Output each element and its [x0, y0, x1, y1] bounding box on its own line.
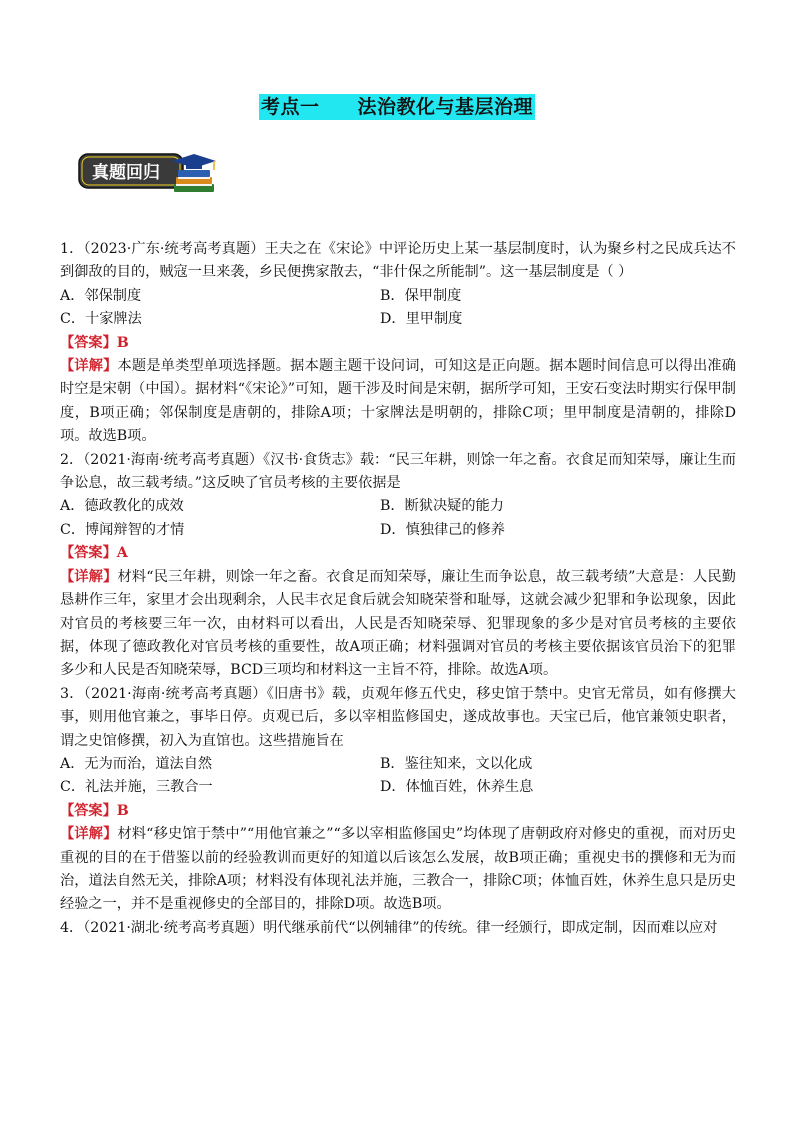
answer-value: A	[116, 545, 128, 562]
answer-line	[60, 542, 736, 565]
option-a: A．德政教化的成效	[60, 498, 184, 515]
option-b: B．断狱决疑的能力	[380, 498, 504, 515]
section-title-number: 考点一	[260, 96, 320, 118]
section-title-text: 法治教化与基层治理	[357, 96, 534, 118]
detail-label: 【详解】	[60, 568, 118, 585]
detail-label: 【详解】	[60, 358, 118, 375]
detail-paragraph	[60, 566, 736, 683]
question-stem: 4．（2021·湖北·统考高考真题）明代继承前代“以例辅律”的传统。律一经颁行，即成定制，因而难以应对	[60, 919, 718, 936]
answer-line	[60, 800, 736, 823]
options-grid	[60, 753, 736, 800]
question-stem: 3．（2021·海南·统考高考真题）《旧唐书》载，贞观年修五代史，移史馆于禁中。史官无常员，如有修撰大事，则用他官兼之，事毕日停。贞观已后，多以宰相监修国史，遂成故事也。天宝已后，他官兼领史职者，谓之史馆修撰，初入为直馆也。这些措施旨在	[60, 685, 736, 749]
question-list	[60, 238, 736, 940]
badge-label: 真题回归	[92, 163, 160, 183]
option-c: C．博闻辩智的才情	[60, 521, 185, 538]
question-stem: 2．（2021·海南·统考高考真题）《汉书·食货志》载：“民三年耕，则馀一年之畜。衣食足而知荣辱，廉让生而争讼息，故三载考绩。”这反映了官员考核的主要依据是	[60, 451, 736, 492]
question-1	[60, 238, 736, 449]
option-b: B．保甲制度	[380, 287, 462, 304]
detail-paragraph	[60, 355, 736, 449]
section-title	[259, 94, 535, 120]
option-d: D．体恤百姓，休养生息	[380, 779, 534, 796]
option-d: D．里甲制度	[380, 311, 463, 328]
option-a: A．邻保制度	[60, 287, 142, 304]
options-grid	[60, 495, 736, 542]
question-2	[60, 449, 736, 683]
question-3	[60, 683, 736, 917]
option-c: C．十家牌法	[60, 311, 142, 328]
option-c: C．礼法并施，三教合一	[60, 779, 213, 796]
answer-label: 【答案】	[60, 802, 117, 819]
detail-text: 材料“移史馆于禁中”“用他官兼之”“多以宰相监修国史”均体现了唐朝政府对修史的重视，而对历史重视的目的在于借鉴以前的经验教训而更好的知道以后该怎么发展，故B项正确；重视史书的撰修和无为而治，道法自然无关，排除A项；材料没有体现礼法并施，三教合一，排除C项；体恤百姓，休养生息只是历史经验之一，并不是重视修史的全部目的，排除D项。故选B项。	[60, 826, 736, 913]
answer-value: B	[116, 334, 129, 351]
question-4	[60, 917, 736, 940]
answer-line	[60, 332, 736, 355]
answer-label: 【答案】	[60, 334, 117, 351]
option-d: D．慎独律己的修养	[380, 521, 505, 538]
title-row	[0, 94, 794, 120]
detail-text: 材料“民三年耕，则馀一年之畜。衣食足而知荣辱，廉让生而争讼息，故三载考绩”大意是：人民勤恳耕作三年，家里才会出现剩余，人民丰衣足食后就会知晓荣誉和耻辱，这就会减少犯罪和争讼现象，因此对官员的考核要三年一次，由材料可以看出，人民是否知晓荣辱、犯罪现象的多少是对官员考核的主要依据，体现了德政教化对官员考核的重要性，故A项正确；材料强调对官员的考核主要依据该官员治下的犯罪多少和人民是否知晓荣辱，BCD三项均和材料这一主旨不符，排除。故选A项。	[60, 568, 736, 679]
answer-label: 【答案】	[60, 545, 117, 562]
detail-label: 【详解】	[60, 826, 118, 843]
book-stack-icon	[174, 170, 214, 192]
detail-paragraph	[60, 823, 736, 917]
options-grid	[60, 285, 736, 332]
question-stem: 1．（2023·广东·统考高考真题）王夫之在《宋论》中评论历史上某一基层制度时，认为聚乡村之民成兵达不到御敌的目的，贼寇一旦来袭，乡民便携家散去，“非什保之所能制”。这一基层制度是（ ）	[60, 241, 736, 281]
option-b: B．鉴往知来，文以化成	[380, 755, 533, 772]
answer-value: B	[116, 802, 129, 819]
option-a: A．无为而治，道法自然	[60, 755, 213, 772]
section-badge	[78, 148, 218, 196]
detail-text: 本题是单类型单项选择题。据本题主题干设问词，可知这是正向题。据本题时间信息可以得出准确时空是宋朝（中国）。据材料“《宋论》”可知，题干涉及时间是宋朝，据所学可知，王安石变法时期实行保甲制度，B项正确；邻保制度是唐朝的，排除A项；十家牌法是明朝的，排除C项；里甲制度是清朝的，排除D项。故选B项。	[60, 358, 736, 445]
